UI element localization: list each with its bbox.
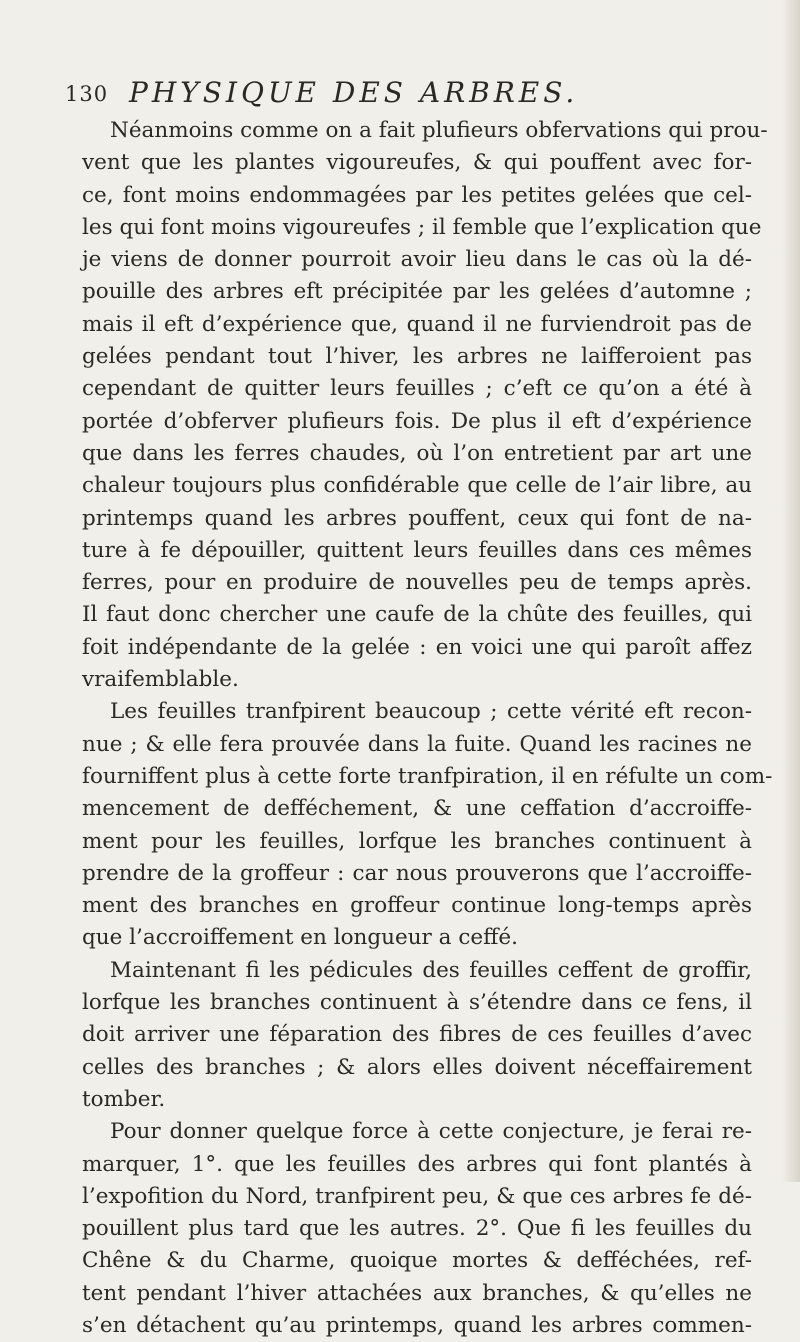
- running-head: [65, 76, 755, 110]
- text-line: gelées pendant tout l’hiver, les arbres ne laifferoient pas: [82, 344, 752, 370]
- text-line: Il faut donc chercher une caufe de la chûte des feuilles, qui: [82, 602, 752, 628]
- text-line: Maintenant fi les pédicules des feuilles ceffent de groffir,: [110, 957, 752, 983]
- text-line: Néanmoins comme on a fait plufieurs obfervations qui prou-: [110, 118, 768, 143]
- text-line: je viens de donner pourroit avoir lieu dans le cas où la dé-: [82, 247, 752, 273]
- text-line: Chêne & du Charme, quoique mortes & defféchées, ref-: [82, 1248, 752, 1274]
- text-line: foit indépendante de la gelée : en voici une qui paroît affez: [82, 634, 752, 660]
- text-line: vraifemblable.: [82, 667, 239, 693]
- text-line: l’expofition du Nord, tranfpirent peu, & que ces arbres fe dé-: [82, 1183, 752, 1209]
- text-line: ture à fe dépouiller, quittent leurs feuilles dans ces mêmes: [82, 537, 752, 563]
- text-line: Les feuilles tranfpirent beaucoup ; cette vérité eft recon-: [110, 699, 752, 725]
- text-line: Pour donner quelque force à cette conjecture, je ferai re-: [110, 1119, 752, 1145]
- text-line: portée d’obferver plufieurs fois. De plus il eft d’expérience: [82, 408, 752, 434]
- text-line: s’en détachent qu’au printemps, quand les arbres commen-: [82, 1312, 752, 1338]
- text-line: fourniffent plus à cette forte tranfpiration, il en réfulte un com-: [82, 763, 773, 789]
- page-number: 130: [65, 82, 109, 106]
- body-text: [82, 115, 773, 1342]
- text-line: doit arriver une féparation des fibres de ces feuilles d’avec: [82, 1022, 752, 1048]
- text-line: que dans les ferres chaudes, où l’on entretient par art une: [82, 440, 752, 466]
- text-line: tent pendant l’hiver attachées aux branches, & qu’elles ne: [82, 1280, 752, 1306]
- text-line: que l’accroiffement en longueur a ceffé.: [82, 925, 518, 951]
- text-line: ment pour les feuilles, lorfque les branches continuent à: [82, 828, 752, 854]
- text-line: prendre de la groffeur : car nous prouverons que l’accroiffe-: [82, 860, 752, 886]
- text-line: cependant de quitter leurs feuilles ; c’eft ce qu’on a été à: [82, 376, 752, 402]
- text-line: marquer, 1°. que les feuilles des arbres qui font plantés à: [82, 1151, 752, 1177]
- text-line: les qui font moins vigoureufes ; il femble que l’explication que: [82, 214, 762, 240]
- text-line: celles des branches ; & alors elles doivent néceffairement: [82, 1054, 752, 1080]
- text-line: printemps quand les arbres pouffent, ceux qui font de na-: [82, 505, 752, 531]
- text-line: ce, font moins endommagées par les petites gelées que cel-: [82, 182, 752, 208]
- text-line: ment des branches en groffeur continue long-temps après: [82, 893, 752, 919]
- text-line: ferres, pour en produire de nouvelles peu de temps après.: [82, 570, 752, 596]
- text-line: lorfque les branches continuent à s’étendre dans ce fens, il: [82, 990, 752, 1016]
- text-line: pouille des arbres eft précipitée par les gelées d’automne ;: [82, 279, 752, 305]
- text-line: nue ; & elle fera prouvée dans la fuite. Quand les racines ne: [82, 731, 752, 757]
- text-line: chaleur toujours plus confidérable que celle de l’air libre, au: [82, 473, 752, 499]
- text-line: tomber.: [82, 1086, 166, 1112]
- text-line: mencement de defféchement, & une ceffation d’accroiffe-: [82, 796, 752, 822]
- text-line: vent que les plantes vigoureufes, & qui pouffent avec for-: [82, 150, 752, 176]
- running-title: PHYSIQUE DES ARBRES.: [129, 76, 579, 109]
- text-line: pouillent plus tard que les autres. 2°. Que fi les feuilles du: [82, 1216, 752, 1242]
- text-line: mais il eft d’expérience que, quand il ne furviendroit pas de: [82, 311, 752, 337]
